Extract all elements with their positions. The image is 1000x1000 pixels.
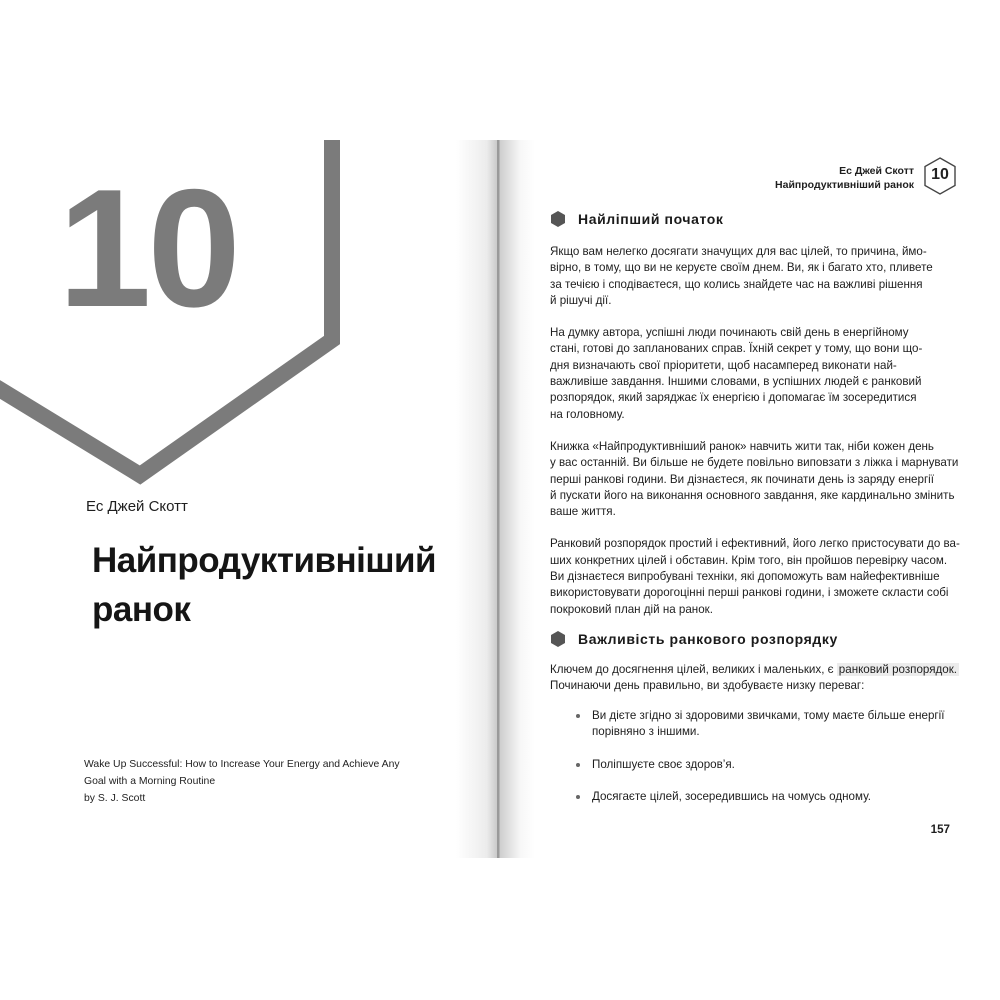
chapter-number: 10 [58,154,237,342]
text-line: Досягаєте цілей, зосередившись на чомусь одному. [592,789,871,803]
text-line: Ви дізнаєтеся випробувані техніки, які допоможуть вам найефективніше [550,570,940,584]
list-item [576,789,956,805]
paragraph [550,662,958,695]
list-item [576,757,956,773]
text-line: Книжка «Найпродуктивніший ранок» навчить жити так, ніби кожен день [550,439,934,453]
original-title-line: Goal with a Morning Routine [84,776,216,787]
chapter-badge-number: 10 [931,166,949,183]
right-page [500,140,970,858]
text-line: Ранковий розпорядок простий і ефективний, його легко пристосувати до ва- [550,537,960,551]
section-heading [550,210,724,228]
benefits-list [576,708,956,821]
text-line: вірно, в тому, що ви не керуєте своїм днем. Ви, як і багато хто, пливете [550,261,933,275]
hexagon-bullet-icon [550,630,566,648]
text-line: ваше життя. [550,505,616,519]
text-line: за течією і сподіваєтеся, що колись знайдете час на важливі рішення [550,277,923,291]
section-heading [550,630,838,648]
paragraph [550,439,958,520]
bullet-dot-icon [576,714,580,718]
highlighted-text: ранковий розпорядок. [838,663,957,676]
original-title [84,756,444,807]
text-line: На думку автора, успішні люди починають свій день в енергійному [550,326,909,340]
text-line: використовувати дорогоцінні перші ранкові години, і зможете скласти собі [550,586,949,600]
section-heading-text: Найліпший початок [578,211,724,227]
text-line: ших конкретних цілей і обставин. Крім того, він пройшов перевірку часом. [550,553,948,567]
running-head-author: Ес Джей Скотт [839,165,914,177]
text-line: й рішучі дії. [550,293,612,307]
text-line: Ви дієте згідно зі здоровими звичками, тому маєте більше енергії [592,709,945,722]
text-line: Якщо вам нелегко досягати значущих для вас цілей, то причина, ймо- [550,245,927,258]
running-head [775,164,914,192]
book-title [92,536,482,634]
section-body [550,662,958,711]
hexagon-bullet-icon [550,210,566,228]
text-line: Поліпшуєте своє здоров’я. [592,757,735,771]
text-line: стані, готові до запланованих справ. Їхній секрет у тому, що вони що- [550,342,923,356]
text-line: важливіше завдання. Іншими словами, в успішних людей є ранковий [550,375,922,389]
page-number: 157 [930,823,950,836]
text-line [550,662,958,678]
book-title-line: ранок [92,590,191,629]
book-title-line: Найпродуктивніший [92,541,437,580]
text-line: дня визначають свої пріоритети, щоб насамперед виконати най- [550,358,897,372]
original-title-line: by S. J. Scott [84,793,146,804]
running-head-title: Найпродуктивніший ранок [775,179,914,191]
text-run: Ключем до досягнення цілей, великих і маленьких, є [550,663,837,676]
text-line: й пускати його на виконання основного завдання, яке кардинально змінить [550,488,955,502]
section-body [550,244,958,634]
author-name: Ес Джей Скотт [86,498,188,515]
paragraph [550,536,958,617]
text-line: покроковий план дій на ранок. [550,602,713,616]
paragraph [550,244,958,309]
bullet-dot-icon [576,795,580,799]
text-line: порівняно з іншими. [592,725,700,739]
left-page [0,140,498,858]
original-title-line: Wake Up Successful: How to Increase Your Energy and Achieve Any [84,759,400,770]
text-line: у вас останній. Ви більше не будете повільно виповзати з ліжка і марнувати [550,456,959,470]
text-line: на головному. [550,407,625,421]
text-line: Починаючи день правильно, ви здобуваєте низку переваг: [550,679,865,693]
list-item [576,708,956,741]
text-line: перші ранкові години. Ви дізнаєтеся, як починати день із заряду енергії [550,472,934,486]
section-heading-text: Важливість ранкового розпорядку [578,631,838,647]
text-line: розпорядок, який заряджає їх енергією і допомагає їм зосередитися [550,391,917,405]
paragraph [550,325,958,423]
bullet-dot-icon [576,763,580,767]
gutter-shadow [456,140,500,858]
